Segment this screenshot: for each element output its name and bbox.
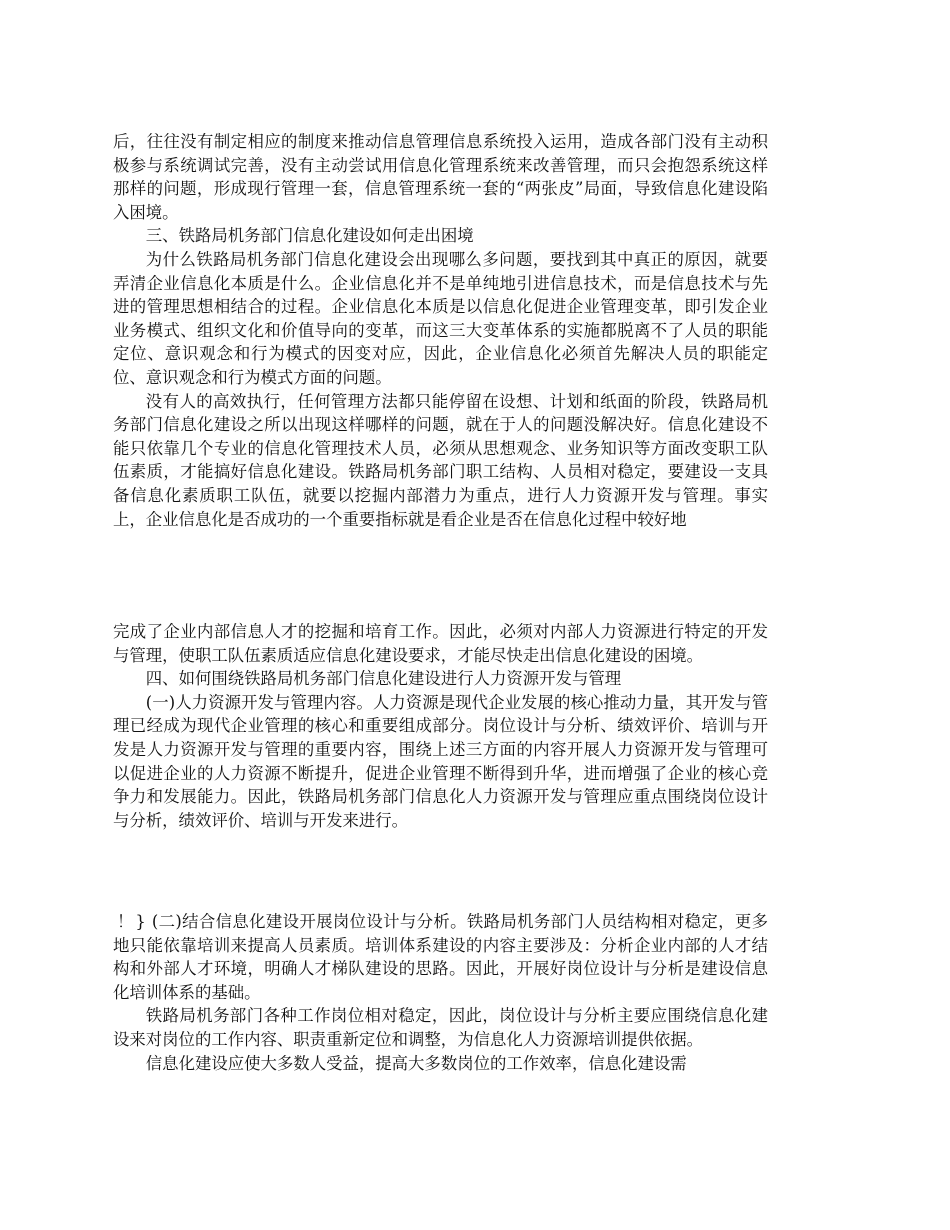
paragraph-root-cause: 为什么铁路局机务部门信息化建设会出现哪么多问题，要找到其中真正的原因，就要弄清企业信息化本质是什么。企业信息化并不是单纯地引进信息技术，而是信息技术与先进的管理思想相结合的过程。企业信息化本质是以信息化促进企业管理变革，即引发企业业务模式、组织文化和价值导向的变革，而这三大变革体系的实施都脱离不了人员的职能定位、意识观念和行为模式的因变对应，因此，企业信息化必须首先解决人员的职能定位、意识观念和行为模式方面的问题。 — [113, 249, 768, 387]
paragraph-continuation: 后，往往没有制定相应的制度来推动信息管理信息系统投入运用，造成各部门没有主动积极参与系统调试完善，没有主动尝试用信息化管理系统来改善管理，而只会抱怨系统这样那样的问题，形成现行管理一套，信息管理系统一套的“两张皮”局面，导致信息化建设陷入困境。 — [113, 132, 768, 222]
text-section-lower — [113, 910, 768, 1075]
paragraph-benefit: 信息化建设应使大多数人受益，提高大多数岗位的工作效率，信息化建设需 — [145, 1053, 687, 1073]
paragraph-execution: 没有人的高效执行，任何管理方法都只能停留在设想、计划和纸面的阶段，铁路局机务部门信息化建设之所以出现这样哪样的问题，就在于人的问题没解决好。信息化建设不能只依靠几个专业的信息化管理技术人员，必须从思想观念、业务知识等方面改变职工队伍素质，才能搞好信息化建设。铁路局机务部门职工结构、人员相对稳定，要建设一支具备信息化素质职工队伍，就要以挖掘内部潜力为重点，进行人力资源开发与管理。事实上，企业信息化是否成功的一个重要指标就是看企业是否在信息化过程中较好地 — [113, 391, 768, 529]
section-heading-4: 四、如何围绕铁路局机务部门信息化建设进行人力资源开发与管理 — [145, 669, 622, 689]
paragraph-job-design-text: (二)结合信息化建设开展岗位设计与分析。铁路局机务部门人员结构相对稳定，更多地只能依靠培训来提高人员素质。培训体系建设的内容主要涉及：分析企业内部的人才结构和外部人才环境，明确人才梯队建设的思路。因此，开展好岗位设计与分析是建设信息化培训体系的基础。 — [113, 912, 768, 1002]
paragraph-job-design — [113, 910, 768, 1004]
stray-marks: ！} — [117, 912, 148, 931]
section-heading-3: 三、铁路局机务部门信息化建设如何走出困境 — [145, 226, 474, 246]
paragraph-job-positions: 铁路局机务部门各种工作岗位相对稳定，因此，岗位设计与分析主要应围绕信息化建设来对岗位的工作内容、职责重新定位和调整，为信息化人力资源培训提供依据。 — [113, 1006, 768, 1049]
paragraph-continuation-2: 完成了企业内部信息人才的挖掘和培育工作。因此，必须对内部人力资源进行特定的开发与管理，使职工队伍素质适应信息化建设要求，才能尽快走出信息化建设的困境。 — [113, 622, 768, 665]
paragraph-hr-content: (一)人力资源开发与管理内容。人力资源是现代企业发展的核心推动力量，其开发与管理已经成为现代企业管理的核心和重要组成部分。岗位设计与分析、绩效评价、培训与开发是人力资源开发与管理的重要内容，围绕上述三方面的内容开展人力资源开发与管理可以促进企业的人力资源不断提升，促进企业管理不断得到升华，进而增强了企业的核心竞争力和发展能力。因此，铁路局机务部门信息化人力资源开发与管理应重点围绕岗位设计与分析，绩效评价、培训与开发来进行。 — [113, 692, 768, 830]
text-section-upper — [113, 130, 768, 531]
text-section-middle — [113, 620, 768, 832]
